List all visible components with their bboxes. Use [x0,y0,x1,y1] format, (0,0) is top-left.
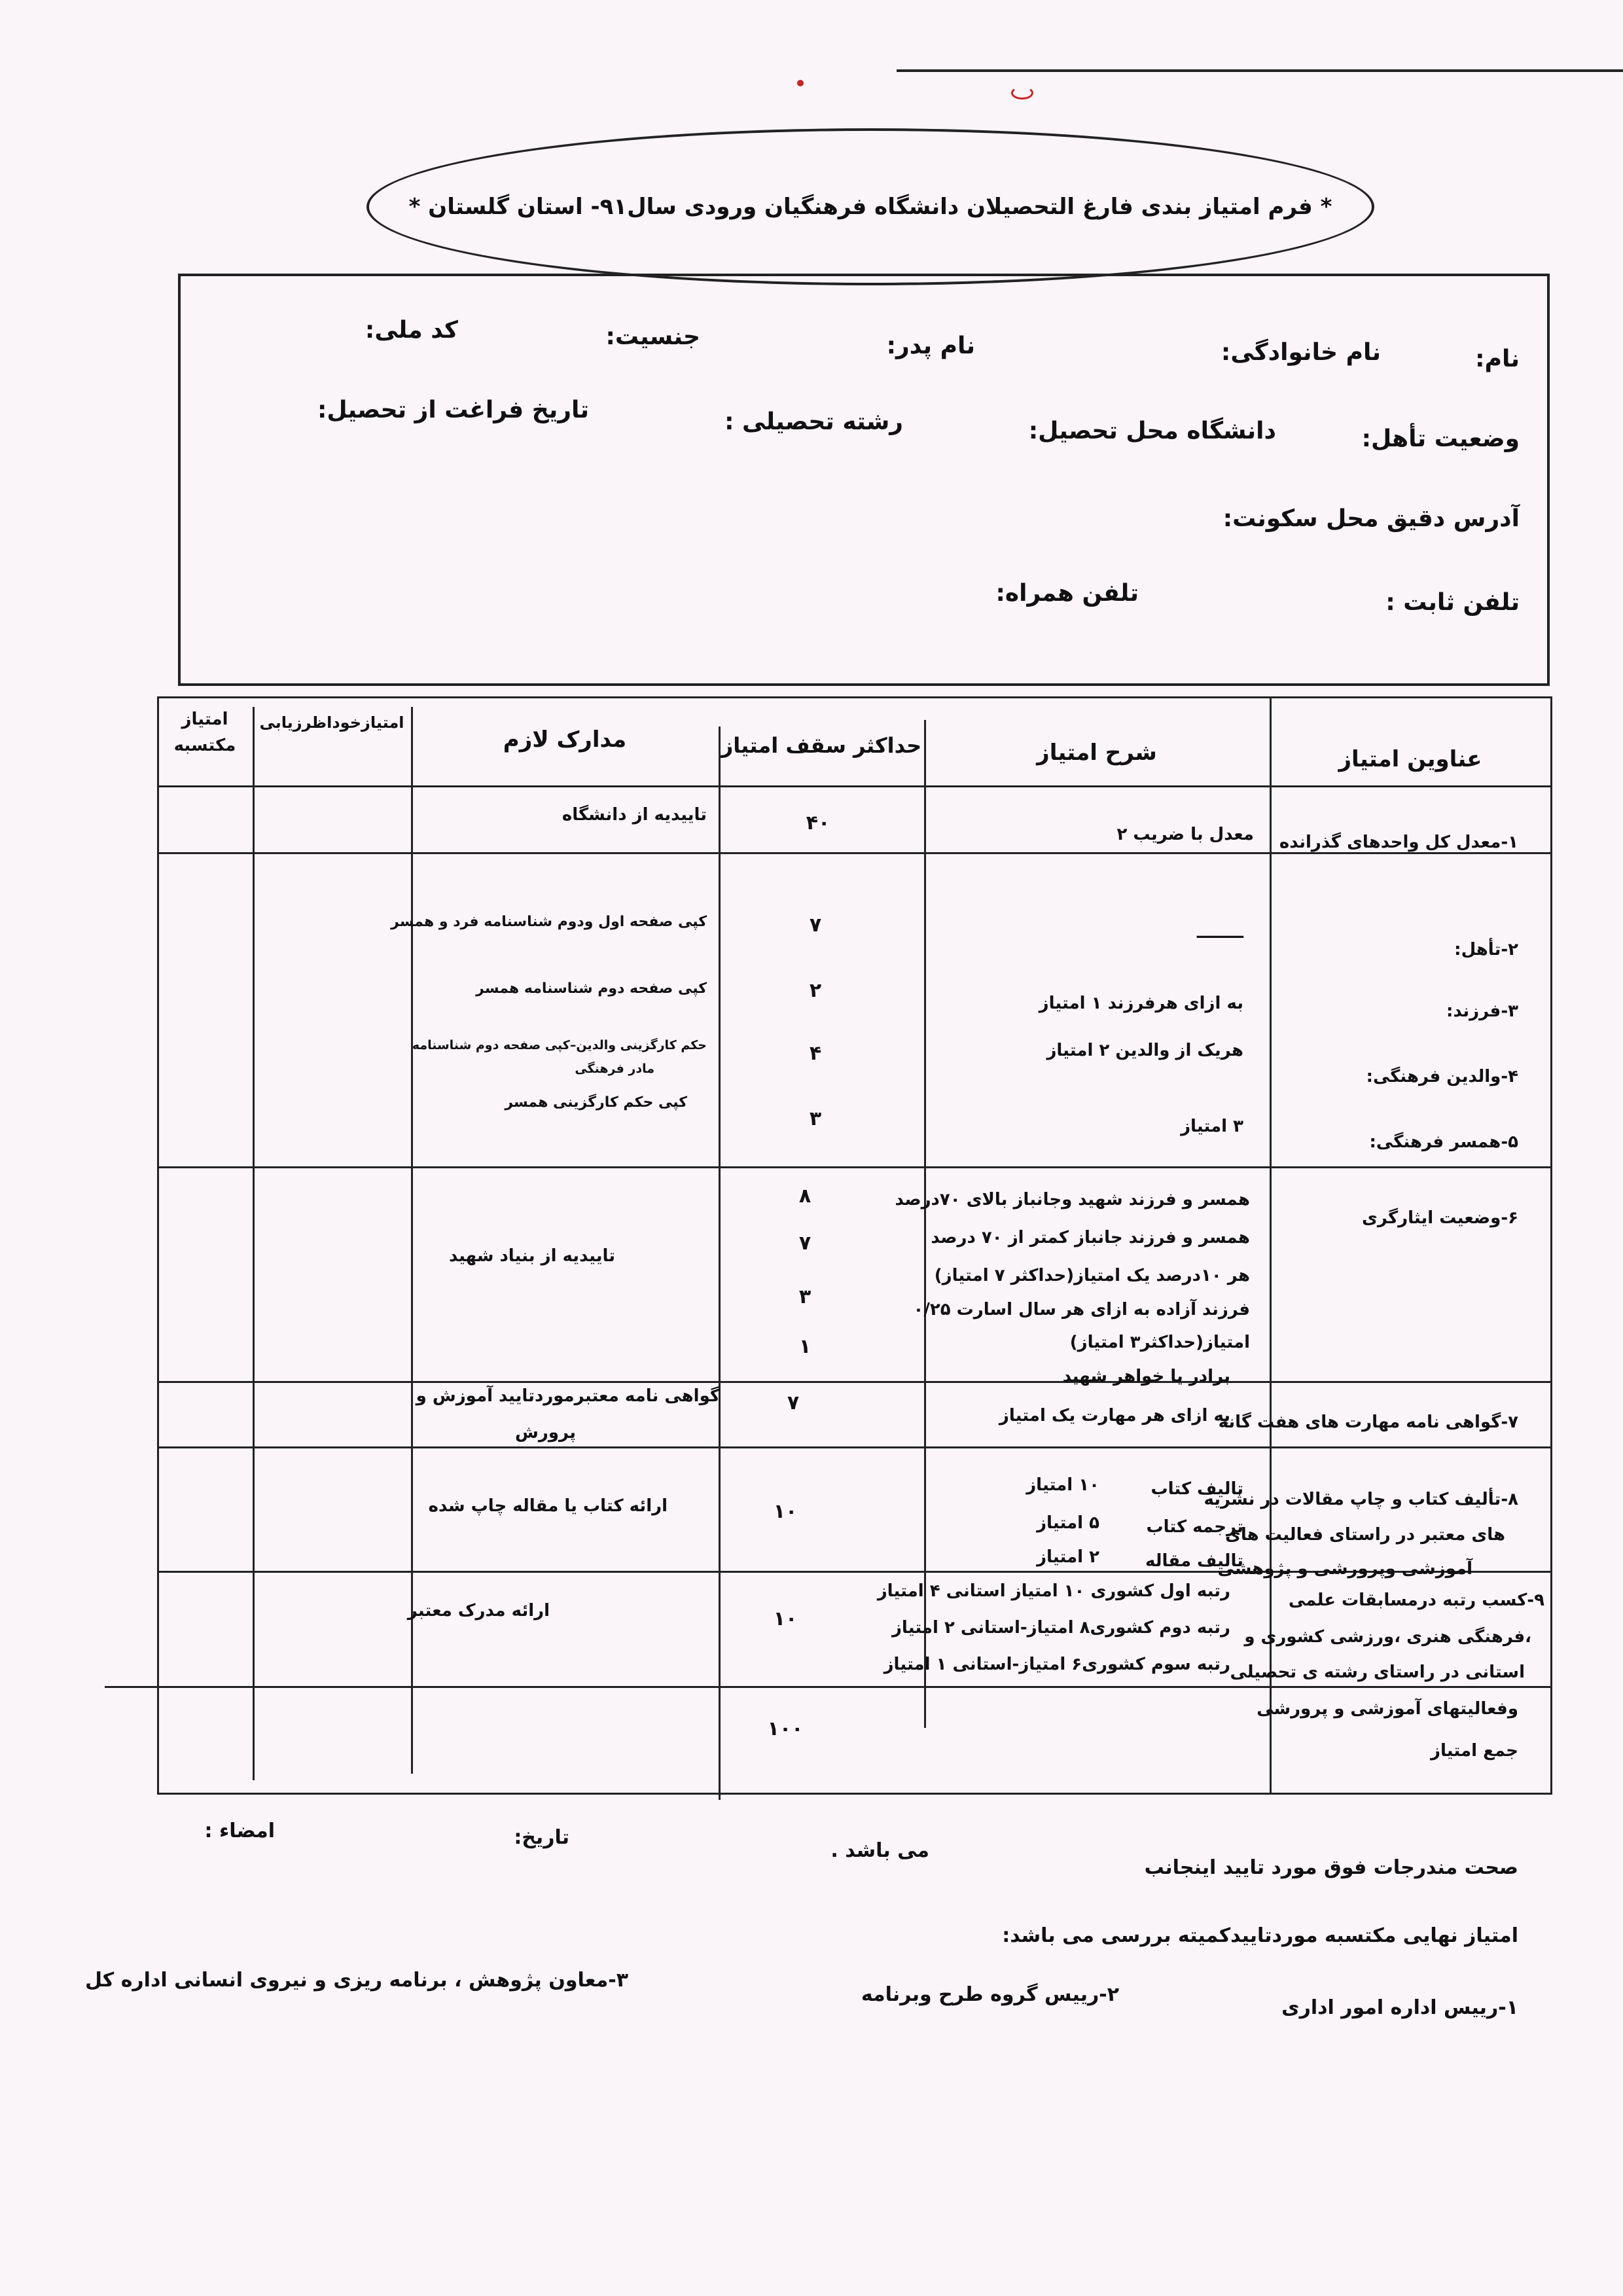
row1-doc: تاییدیه از دانشگاه [562,805,707,825]
signer-1: ۱-رییس اداره امور اداری [1281,1996,1518,2019]
row6-max-4: ۱ [798,1335,812,1358]
row8-desc-3b: ۲ امتیاز [1037,1547,1099,1567]
row9-desc-1: رتبه اول کشوری ۱۰ امتیاز استانی ۴ امتیاز [877,1581,1230,1601]
father-label: نام پدر: [886,332,975,359]
row8-desc-2a: ترجمه کتاب [1146,1517,1243,1537]
row5-title: ۵-همسر فرهنگی: [1369,1132,1518,1152]
form-title: * فرم امتیاز بندی فارغ التحصیلان دانشگاه فرهنگیان ورودی سال۹۱- استان گلستان * [408,194,1332,220]
row9-desc-2: رتبه دوم کشوری۸ امتیاز-استانی ۲ امتیاز [891,1618,1230,1638]
row6-line5: امتیاز(حداکثر۳ امتیاز) [1069,1333,1250,1352]
header-max: حداکثر سقف امتیاز [721,733,922,758]
row9-title-1: ۹-کسب رتبه درمسابقات علمی [1288,1590,1544,1610]
row6-title: ۶-وضعیت ایثارگری [1362,1208,1518,1228]
national-code-label: کد ملی: [365,317,458,344]
row2-title: ۲-تأهل: [1454,940,1518,960]
confirm-end: می باشد . [830,1839,929,1862]
date-label: تاریخ: [514,1826,569,1849]
row8-desc-2b: ۵ امتیاز [1037,1513,1099,1533]
row-line [157,852,1552,854]
row-line [105,1686,1552,1688]
row1-title: ۱-معدل کل واحدهای گذرانده [1279,833,1518,852]
phone-label: تلفن ثابت : [1385,589,1520,616]
row7-doc-1: گواهی نامه معتبرموردتایید آموزش و [416,1386,720,1406]
address-label: آدرس دقیق محل سکونت: [1222,505,1520,532]
row7-max: ۷ [787,1391,800,1414]
col-line [924,720,926,1728]
row-line [157,1166,1552,1168]
row2-desc: ــــــــ [1196,923,1243,942]
col-line [253,707,255,1780]
row6-line3: هر ۱۰درصد یک امتیاز(حداکثر ۷ امتیاز) [934,1266,1250,1285]
row3-title: ۳-فرزند: [1446,1001,1518,1021]
ink-dot [797,80,804,86]
signer-2: ۲-رییس گروه طرح وبرنامه [861,1983,1119,2006]
row-line [157,1446,1552,1448]
row5-max: ۳ [809,1107,822,1130]
row6-max-3: ۳ [798,1285,812,1308]
row8-desc-3a: تالیف مقاله [1145,1551,1243,1571]
mobile-label: تلفن همراه: [995,580,1139,607]
row4-doc-2: مادر فرهنگی [575,1062,654,1076]
family-label: نام خانوادگی: [1221,339,1381,366]
signer-3: ۳-معاون پژوهش ، برنامه ریزی و نیروی انسانی اداره کل [85,1969,628,1992]
row9-title-3: استانی در راستای رشته ی تحصیلی [1230,1662,1525,1682]
final-score-text: امتیاز نهایی مکتسبه موردتاییدکمیته بررسی می باشد: [1002,1924,1518,1947]
ink-mark [1011,86,1033,99]
row9-max: ۱۰ [773,1607,798,1630]
row7-doc-2: پرورش [515,1423,576,1443]
field-label: رشته تحصیلی : [724,408,903,435]
row6-max-2: ۷ [798,1232,812,1255]
signature-label: امضاء : [204,1820,275,1842]
row9-title-2: ،فرهنگی هنری ،ورزشی کشوری و [1244,1627,1531,1647]
row6-line6: برادر یا خواهر شهید [1062,1367,1230,1386]
row4-max: ۴ [809,1042,822,1065]
row6-max-1: ۸ [798,1185,812,1208]
row3-desc: به ازای هرفرزند ۱ امتیاز [1039,994,1243,1013]
row5-desc: ۳ امتیاز [1181,1117,1243,1136]
row4-desc: هریک از والدین ۲ امتیاز [1046,1041,1243,1060]
name-label: نام: [1475,346,1520,372]
row8-max: ۱۰ [773,1500,798,1523]
marital-label: وضعیت تأهل: [1361,425,1520,452]
row1-max: ۴۰ [806,812,830,834]
header-self: امتیازخوداظرزیابی [259,713,404,732]
graduation-label: تاریخ فراغت از تحصیل: [317,397,589,423]
header-documents: مدارک لازم [503,726,627,753]
header-titles: عناوین امتیاز [1338,746,1482,772]
row-line [157,1381,1552,1383]
row9-doc: ارائه مدرک معتبر [407,1601,550,1621]
row3-max: ۲ [809,979,822,1002]
header-acquired-2: مکتسبه [173,736,236,755]
row6-line4: فرزند آزاده به ازای هر سال اسارت ۰/۲۵ [913,1300,1250,1319]
row1-desc: معدل با ضریب ۲ [1116,825,1254,844]
row9-desc-3: رتبه سوم کشوری۶ امتیاز-استانی ۱ امتیاز [883,1655,1230,1674]
row8-desc-1b: ۱۰ امتیاز [1026,1475,1099,1495]
total-max: ۱۰۰ [767,1717,804,1740]
row2-max: ۷ [809,914,822,937]
gender-label: جنسیت: [605,323,700,350]
total-title: جمع امتیاز [1431,1741,1518,1761]
university-label: دانشگاه محل تحصیل: [1028,418,1276,444]
row6-line2: همسر و فرزند جانباز کمتر از ۷۰ درصد [931,1228,1250,1247]
row8-title-1: ۸-تألیف کتاب و چاپ مقالات در نشریه [1204,1490,1518,1509]
row6-doc: تاییدیه از بنیاد شهید [449,1246,615,1266]
row8-doc: ارائه کتاب یا مقاله چاپ شده [428,1496,668,1516]
row8-desc-1a: تالیف کتاب [1150,1479,1243,1499]
row9-title-4: وفعالیتهای آموزشی و پرورشی [1257,1699,1518,1719]
confirm-text: صحت مندرجات فوق مورد تایید اینجانب [1144,1856,1518,1879]
row6-line1: همسر و فرزند شهید وجانباز بالای ۷۰درصد [895,1190,1250,1210]
row7-desc: به ازای هر مهارت یک امتیاز [999,1406,1230,1426]
row8-title-2: های معتبر در راستای فعالیت های [1225,1525,1505,1545]
row2-doc: کپی صفحه اول ودوم شناسنامه فرد و همسر [391,914,707,930]
row8-title-3: آموزشی وپرورشی و پژوهشی [1217,1559,1472,1579]
row4-doc: حکم کارگزینی والدین–کپی صفحه دوم شناسنامه [412,1038,707,1052]
top-rule [897,69,1623,72]
col-line [719,726,721,1800]
row7-title: ۷-گواهی نامه مهارت های هفت گانه [1218,1412,1518,1432]
row-line [157,785,1552,787]
row3-doc: کپی صفحه دوم شناسنامه همسر [476,980,707,997]
header-acquired: امتیاز [181,709,228,729]
row4-title: ۴-والدین فرهنگی: [1366,1067,1518,1086]
header-description: شرح امتیاز [1037,740,1157,766]
row5-doc: کپی حکم کارگزینی همسر [505,1094,687,1111]
